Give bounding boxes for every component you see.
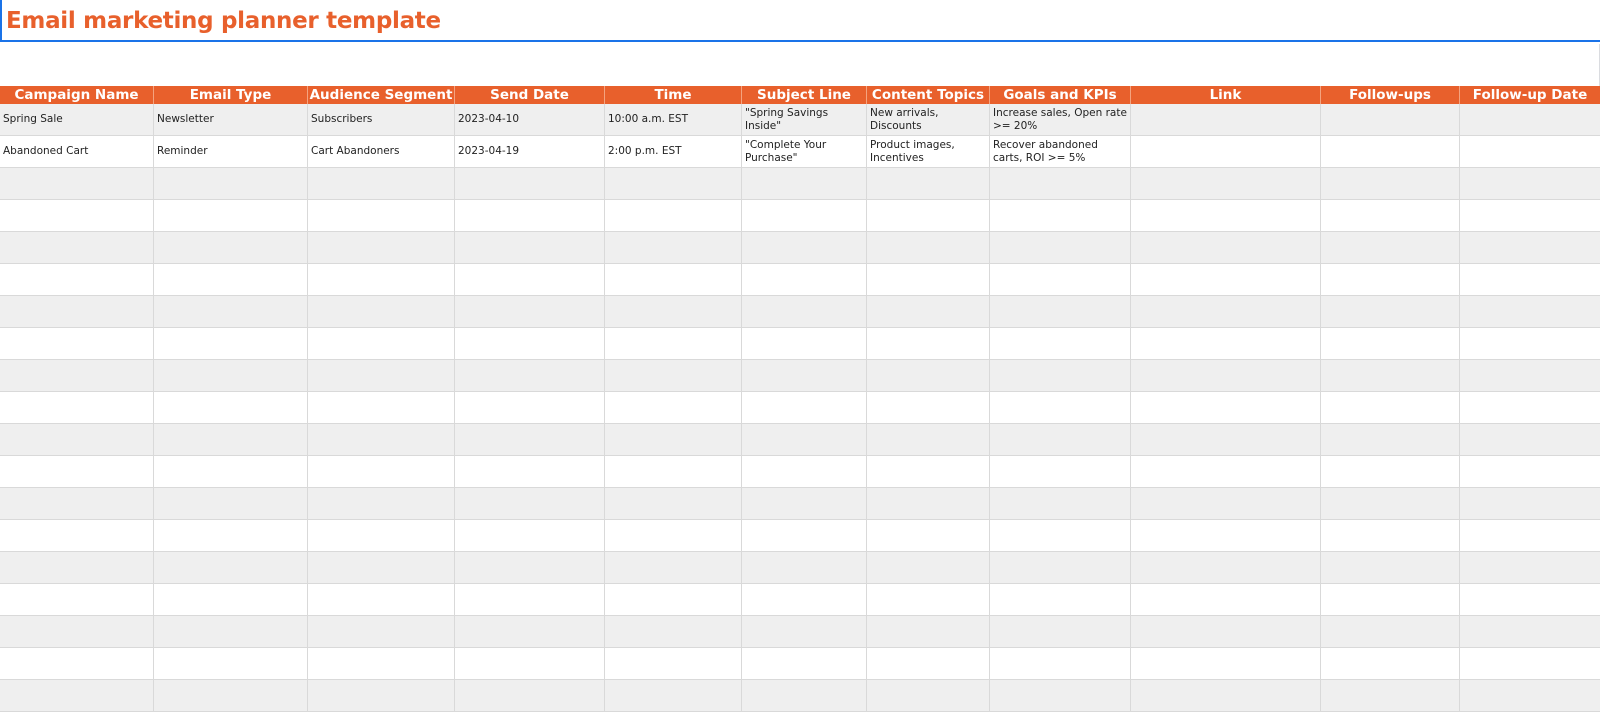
cell-link[interactable] <box>1131 264 1321 296</box>
cell-subject-line[interactable] <box>742 392 867 424</box>
cell-goals-and-kpis[interactable] <box>990 488 1131 520</box>
cell-link[interactable] <box>1131 552 1321 584</box>
cell-campaign-name[interactable] <box>0 168 154 200</box>
cell-goals-and-kpis[interactable] <box>990 168 1131 200</box>
cell-send-date[interactable] <box>455 264 605 296</box>
cell-email-type[interactable] <box>154 200 308 232</box>
cell-link[interactable] <box>1131 232 1321 264</box>
cell-email-type[interactable] <box>154 456 308 488</box>
cell-link[interactable] <box>1131 328 1321 360</box>
cell-follow-up-date[interactable] <box>1460 296 1600 328</box>
cell-audience-segment[interactable] <box>308 200 455 232</box>
cell-follow-up-date[interactable] <box>1460 136 1600 168</box>
cell-content-topics[interactable] <box>867 264 990 296</box>
cell-email-type[interactable] <box>154 392 308 424</box>
cell-follow-ups[interactable] <box>1321 680 1460 712</box>
cell-subject-line[interactable]: "Complete Your Purchase" <box>742 136 867 168</box>
cell-campaign-name[interactable] <box>0 520 154 552</box>
cell-follow-ups[interactable] <box>1321 264 1460 296</box>
cell-content-topics[interactable] <box>867 616 990 648</box>
cell-email-type[interactable]: Reminder <box>154 136 308 168</box>
cell-content-topics[interactable] <box>867 488 990 520</box>
cell-campaign-name[interactable] <box>0 296 154 328</box>
header-email-type[interactable]: Email Type <box>154 86 308 104</box>
cell-email-type[interactable] <box>154 296 308 328</box>
cell-time[interactable] <box>605 488 742 520</box>
cell-campaign-name[interactable]: Spring Sale <box>0 104 154 136</box>
cell-content-topics[interactable] <box>867 392 990 424</box>
cell-follow-ups[interactable] <box>1321 552 1460 584</box>
cell-audience-segment[interactable] <box>308 456 455 488</box>
cell-time[interactable]: 2:00 p.m. EST <box>605 136 742 168</box>
cell-follow-ups[interactable] <box>1321 200 1460 232</box>
cell-send-date[interactable] <box>455 488 605 520</box>
cell-subject-line[interactable] <box>742 456 867 488</box>
cell-campaign-name[interactable] <box>0 264 154 296</box>
cell-content-topics[interactable] <box>867 648 990 680</box>
cell-subject-line[interactable] <box>742 200 867 232</box>
cell-follow-up-date[interactable] <box>1460 680 1600 712</box>
cell-follow-up-date[interactable] <box>1460 264 1600 296</box>
cell-link[interactable] <box>1131 584 1321 616</box>
cell-email-type[interactable] <box>154 168 308 200</box>
cell-email-type[interactable] <box>154 616 308 648</box>
cell-goals-and-kpis[interactable] <box>990 296 1131 328</box>
header-audience-segment[interactable]: Audience Segment <box>308 86 455 104</box>
cell-audience-segment[interactable] <box>308 296 455 328</box>
cell-audience-segment[interactable] <box>308 424 455 456</box>
cell-campaign-name[interactable] <box>0 584 154 616</box>
cell-follow-ups[interactable] <box>1321 648 1460 680</box>
cell-audience-segment[interactable] <box>308 328 455 360</box>
cell-follow-ups[interactable] <box>1321 296 1460 328</box>
spreadsheet-grid[interactable] <box>0 86 1600 712</box>
cell-goals-and-kpis[interactable] <box>990 424 1131 456</box>
cell-follow-up-date[interactable] <box>1460 520 1600 552</box>
cell-goals-and-kpis[interactable] <box>990 584 1131 616</box>
cell-link[interactable] <box>1131 424 1321 456</box>
cell-time[interactable] <box>605 264 742 296</box>
cell-email-type[interactable] <box>154 584 308 616</box>
cell-follow-ups[interactable] <box>1321 104 1460 136</box>
cell-goals-and-kpis[interactable]: Recover abandoned carts, ROI >= 5% <box>990 136 1131 168</box>
cell-goals-and-kpis[interactable] <box>990 392 1131 424</box>
cell-subject-line[interactable] <box>742 328 867 360</box>
cell-subject-line[interactable] <box>742 296 867 328</box>
cell-email-type[interactable] <box>154 680 308 712</box>
cell-time[interactable] <box>605 424 742 456</box>
cell-campaign-name[interactable] <box>0 680 154 712</box>
cell-time[interactable] <box>605 680 742 712</box>
cell-follow-up-date[interactable] <box>1460 360 1600 392</box>
cell-time[interactable] <box>605 584 742 616</box>
cell-time[interactable] <box>605 520 742 552</box>
cell-audience-segment[interactable] <box>308 488 455 520</box>
cell-time[interactable] <box>605 200 742 232</box>
cell-content-topics[interactable] <box>867 232 990 264</box>
cell-content-topics[interactable]: Product images, Incentives <box>867 136 990 168</box>
cell-send-date[interactable] <box>455 232 605 264</box>
cell-audience-segment[interactable] <box>308 584 455 616</box>
cell-follow-ups[interactable] <box>1321 488 1460 520</box>
cell-follow-up-date[interactable] <box>1460 552 1600 584</box>
cell-send-date[interactable] <box>455 424 605 456</box>
cell-send-date[interactable] <box>455 520 605 552</box>
cell-time[interactable] <box>605 168 742 200</box>
cell-follow-ups[interactable] <box>1321 392 1460 424</box>
cell-follow-ups[interactable] <box>1321 328 1460 360</box>
cell-email-type[interactable] <box>154 552 308 584</box>
cell-send-date[interactable] <box>455 360 605 392</box>
cell-audience-segment[interactable] <box>308 616 455 648</box>
cell-time[interactable]: 10:00 a.m. EST <box>605 104 742 136</box>
cell-time[interactable] <box>605 552 742 584</box>
cell-subject-line[interactable]: "Spring Savings Inside" <box>742 104 867 136</box>
cell-email-type[interactable] <box>154 424 308 456</box>
header-send-date[interactable]: Send Date <box>455 86 605 104</box>
cell-audience-segment[interactable] <box>308 392 455 424</box>
cell-send-date[interactable] <box>455 616 605 648</box>
cell-goals-and-kpis[interactable] <box>990 456 1131 488</box>
header-goals-and-kpis[interactable]: Goals and KPIs <box>990 86 1131 104</box>
cell-time[interactable] <box>605 648 742 680</box>
cell-send-date[interactable] <box>455 680 605 712</box>
cell-content-topics[interactable] <box>867 360 990 392</box>
cell-content-topics[interactable] <box>867 296 990 328</box>
cell-campaign-name[interactable] <box>0 488 154 520</box>
cell-follow-up-date[interactable] <box>1460 328 1600 360</box>
cell-link[interactable] <box>1131 616 1321 648</box>
cell-follow-ups[interactable] <box>1321 520 1460 552</box>
cell-follow-ups[interactable] <box>1321 456 1460 488</box>
cell-goals-and-kpis[interactable] <box>990 520 1131 552</box>
cell-time[interactable] <box>605 456 742 488</box>
cell-content-topics[interactable] <box>867 456 990 488</box>
cell-email-type[interactable] <box>154 488 308 520</box>
cell-time[interactable] <box>605 616 742 648</box>
header-subject-line[interactable]: Subject Line <box>742 86 867 104</box>
cell-campaign-name[interactable] <box>0 456 154 488</box>
cell-audience-segment[interactable] <box>308 360 455 392</box>
cell-link[interactable] <box>1131 200 1321 232</box>
cell-campaign-name[interactable] <box>0 232 154 264</box>
cell-audience-segment[interactable] <box>308 264 455 296</box>
cell-follow-up-date[interactable] <box>1460 424 1600 456</box>
cell-link[interactable] <box>1131 360 1321 392</box>
cell-follow-up-date[interactable] <box>1460 456 1600 488</box>
cell-campaign-name[interactable] <box>0 392 154 424</box>
header-link[interactable]: Link <box>1131 86 1321 104</box>
cell-follow-up-date[interactable] <box>1460 168 1600 200</box>
cell-email-type[interactable] <box>154 648 308 680</box>
cell-link[interactable] <box>1131 296 1321 328</box>
cell-link[interactable] <box>1131 392 1321 424</box>
cell-content-topics[interactable] <box>867 552 990 584</box>
cell-link[interactable] <box>1131 136 1321 168</box>
cell-time[interactable] <box>605 360 742 392</box>
cell-subject-line[interactable] <box>742 584 867 616</box>
cell-campaign-name[interactable]: Abandoned Cart <box>0 136 154 168</box>
cell-follow-ups[interactable] <box>1321 424 1460 456</box>
cell-campaign-name[interactable] <box>0 552 154 584</box>
cell-content-topics[interactable] <box>867 680 990 712</box>
cell-send-date[interactable]: 2023-04-10 <box>455 104 605 136</box>
cell-time[interactable] <box>605 328 742 360</box>
cell-audience-segment[interactable]: Cart Abandoners <box>308 136 455 168</box>
cell-follow-up-date[interactable] <box>1460 648 1600 680</box>
cell-send-date[interactable] <box>455 552 605 584</box>
cell-send-date[interactable] <box>455 456 605 488</box>
cell-campaign-name[interactable] <box>0 648 154 680</box>
cell-email-type[interactable] <box>154 360 308 392</box>
cell-goals-and-kpis[interactable] <box>990 360 1131 392</box>
cell-content-topics[interactable] <box>867 200 990 232</box>
cell-campaign-name[interactable] <box>0 200 154 232</box>
cell-goals-and-kpis[interactable] <box>990 200 1131 232</box>
cell-follow-ups[interactable] <box>1321 360 1460 392</box>
header-content-topics[interactable]: Content Topics <box>867 86 990 104</box>
cell-link[interactable] <box>1131 680 1321 712</box>
cell-send-date[interactable] <box>455 328 605 360</box>
cell-audience-segment[interactable] <box>308 552 455 584</box>
cell-send-date[interactable] <box>455 648 605 680</box>
cell-subject-line[interactable] <box>742 264 867 296</box>
cell-follow-ups[interactable] <box>1321 584 1460 616</box>
cell-audience-segment[interactable] <box>308 232 455 264</box>
cell-subject-line[interactable] <box>742 552 867 584</box>
cell-content-topics[interactable] <box>867 328 990 360</box>
cell-subject-line[interactable] <box>742 424 867 456</box>
cell-follow-ups[interactable] <box>1321 168 1460 200</box>
cell-audience-segment[interactable] <box>308 168 455 200</box>
cell-follow-up-date[interactable] <box>1460 232 1600 264</box>
cell-email-type[interactable] <box>154 328 308 360</box>
cell-follow-up-date[interactable] <box>1460 488 1600 520</box>
cell-send-date[interactable] <box>455 392 605 424</box>
cell-content-topics[interactable] <box>867 520 990 552</box>
cell-follow-up-date[interactable] <box>1460 200 1600 232</box>
cell-subject-line[interactable] <box>742 520 867 552</box>
cell-send-date[interactable]: 2023-04-19 <box>455 136 605 168</box>
cell-goals-and-kpis[interactable] <box>990 328 1131 360</box>
cell-send-date[interactable] <box>455 584 605 616</box>
cell-subject-line[interactable] <box>742 360 867 392</box>
cell-goals-and-kpis[interactable] <box>990 616 1131 648</box>
cell-link[interactable] <box>1131 104 1321 136</box>
cell-subject-line[interactable] <box>742 488 867 520</box>
cell-time[interactable] <box>605 392 742 424</box>
cell-follow-ups[interactable] <box>1321 136 1460 168</box>
cell-audience-segment[interactable]: Subscribers <box>308 104 455 136</box>
header-follow-up-date[interactable]: Follow-up Date <box>1460 86 1600 104</box>
cell-email-type[interactable] <box>154 232 308 264</box>
cell-follow-up-date[interactable] <box>1460 584 1600 616</box>
cell-audience-segment[interactable] <box>308 680 455 712</box>
cell-email-type[interactable] <box>154 520 308 552</box>
cell-link[interactable] <box>1131 168 1321 200</box>
cell-goals-and-kpis[interactable]: Increase sales, Open rate >= 20% <box>990 104 1131 136</box>
cell-goals-and-kpis[interactable] <box>990 552 1131 584</box>
cell-follow-up-date[interactable] <box>1460 104 1600 136</box>
cell-subject-line[interactable] <box>742 616 867 648</box>
cell-subject-line[interactable] <box>742 232 867 264</box>
cell-goals-and-kpis[interactable] <box>990 264 1131 296</box>
cell-link[interactable] <box>1131 488 1321 520</box>
cell-follow-up-date[interactable] <box>1460 392 1600 424</box>
cell-email-type[interactable] <box>154 264 308 296</box>
cell-content-topics[interactable] <box>867 168 990 200</box>
cell-content-topics[interactable]: New arrivals, Discounts <box>867 104 990 136</box>
cell-email-type[interactable]: Newsletter <box>154 104 308 136</box>
cell-link[interactable] <box>1131 456 1321 488</box>
cell-subject-line[interactable] <box>742 648 867 680</box>
cell-subject-line[interactable] <box>742 680 867 712</box>
cell-audience-segment[interactable] <box>308 520 455 552</box>
cell-content-topics[interactable] <box>867 584 990 616</box>
cell-link[interactable] <box>1131 520 1321 552</box>
cell-follow-up-date[interactable] <box>1460 616 1600 648</box>
cell-time[interactable] <box>605 296 742 328</box>
header-follow-ups[interactable]: Follow-ups <box>1321 86 1460 104</box>
cell-campaign-name[interactable] <box>0 328 154 360</box>
sheet-title: Email marketing planner template <box>6 8 441 34</box>
cell-send-date[interactable] <box>455 200 605 232</box>
cell-campaign-name[interactable] <box>0 616 154 648</box>
cell-time[interactable] <box>605 232 742 264</box>
header-campaign-name[interactable]: Campaign Name <box>0 86 154 104</box>
cell-follow-ups[interactable] <box>1321 232 1460 264</box>
cell-subject-line[interactable] <box>742 168 867 200</box>
cell-campaign-name[interactable] <box>0 424 154 456</box>
header-time[interactable]: Time <box>605 86 742 104</box>
cell-content-topics[interactable] <box>867 424 990 456</box>
title-cell[interactable] <box>0 0 1600 42</box>
cell-goals-and-kpis[interactable] <box>990 648 1131 680</box>
cell-link[interactable] <box>1131 648 1321 680</box>
cell-campaign-name[interactable] <box>0 360 154 392</box>
cell-audience-segment[interactable] <box>308 648 455 680</box>
cell-send-date[interactable] <box>455 168 605 200</box>
cell-goals-and-kpis[interactable] <box>990 232 1131 264</box>
cell-send-date[interactable] <box>455 296 605 328</box>
cell-goals-and-kpis[interactable] <box>990 680 1131 712</box>
cell-follow-ups[interactable] <box>1321 616 1460 648</box>
